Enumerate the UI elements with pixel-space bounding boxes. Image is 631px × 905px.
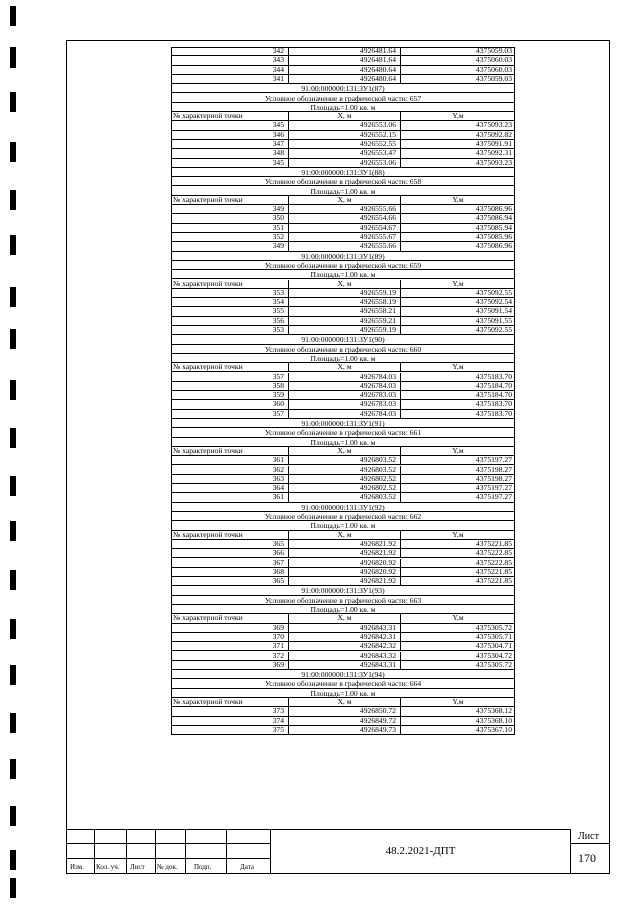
parcel-designation: Условное обозначение в графической части: 658 — [171, 177, 515, 186]
y-coordinate-cell: 4375086.94 — [400, 214, 515, 222]
y-coordinate-cell: Y,м — [400, 698, 515, 706]
x-coordinate-cell: 4926802.52 — [288, 475, 400, 483]
x-coordinate-cell: 4926553.47 — [288, 149, 400, 157]
binder-mark — [10, 619, 16, 639]
x-coordinate-cell: 4926554.66 — [288, 214, 400, 222]
table-row — [171, 289, 515, 298]
y-coordinate-cell: 4375304.72 — [400, 652, 515, 660]
point-number-cell: 344 — [272, 64, 284, 74]
point-number-cell: 365 — [272, 576, 284, 586]
y-coordinate-cell: 4375198.27 — [400, 466, 515, 474]
parcel-id: 91:00:000000:131:ЗУ1(89) — [171, 252, 515, 261]
sheet-number: 170 — [578, 851, 596, 865]
table-row — [171, 214, 515, 223]
table-row — [171, 475, 515, 484]
table-row — [171, 149, 515, 158]
point-number-cell: 343 — [272, 55, 284, 65]
parcel-designation: Условное обозначение в графической части: 660 — [171, 345, 515, 354]
table-row — [171, 233, 515, 242]
parcel-id: 91:00:000000:131:ЗУ1(93) — [171, 586, 515, 595]
table-row — [171, 373, 515, 382]
point-number-cell: 360 — [272, 399, 284, 409]
parcel-id: 91:00:000000:131:ЗУ1(90) — [171, 335, 515, 344]
x-coordinate-cell: 4926480.64 — [288, 66, 400, 74]
point-number-cell: 374 — [272, 715, 284, 725]
x-coordinate-cell: 4926849.72 — [288, 717, 400, 725]
x-coordinate-cell: 4926783.03 — [288, 391, 400, 399]
binder-mark — [10, 476, 16, 496]
y-coordinate-cell: 4375091.54 — [400, 307, 515, 315]
x-coordinate-cell: X, м — [288, 698, 400, 706]
table-header-row — [171, 447, 515, 456]
stamp-label-podp: Подп. — [194, 863, 212, 871]
binder-mark — [10, 759, 16, 779]
table-row — [171, 66, 515, 75]
point-number-cell: № характерной точки — [173, 278, 243, 288]
y-coordinate-cell: 4375091.91 — [400, 140, 515, 148]
point-number-cell: 371 — [272, 641, 284, 651]
point-number-cell: 372 — [272, 650, 284, 660]
point-number-cell: 367 — [272, 557, 284, 567]
x-coordinate-cell: X, м — [288, 531, 400, 539]
binder-mark — [10, 92, 16, 112]
parcel-area: Площадь=1.00 кв. м — [171, 438, 515, 447]
parcel-area: Площадь=1.00 кв. м — [171, 354, 515, 363]
y-coordinate-cell: 4375305.71 — [400, 633, 515, 641]
point-number-cell: 353 — [272, 325, 284, 334]
table-row — [171, 484, 515, 493]
parcel-id: 91:00:000000:131:ЗУ1(87) — [171, 84, 515, 93]
stamp-label-list: Лист — [130, 863, 145, 871]
x-coordinate-cell: X, м — [288, 196, 400, 204]
x-coordinate-cell: 4926820.92 — [288, 568, 400, 576]
table-row — [171, 661, 515, 670]
x-coordinate-cell: 4926784.03 — [288, 382, 400, 390]
point-number-cell: 370 — [272, 631, 284, 641]
x-coordinate-cell: 4926850.72 — [288, 707, 400, 715]
x-coordinate-cell: 4926559.21 — [288, 317, 400, 325]
y-coordinate-cell: Y,м — [400, 112, 515, 120]
point-number-cell: № характерной точки — [173, 362, 243, 372]
x-coordinate-cell: 4926555.66 — [288, 205, 400, 213]
y-coordinate-cell: 4375221.85 — [400, 540, 515, 548]
point-number-cell: 353 — [272, 287, 284, 297]
title-block — [66, 829, 610, 874]
table-row — [171, 382, 515, 391]
y-coordinate-cell: 4375092.31 — [400, 149, 515, 157]
table-row — [171, 652, 515, 661]
table-row — [171, 326, 515, 335]
point-number-cell: 345 — [272, 120, 284, 130]
point-number-cell: 355 — [272, 306, 284, 316]
point-number-cell: 354 — [272, 297, 284, 307]
table-row — [171, 549, 515, 558]
y-coordinate-cell: 4375092.54 — [400, 298, 515, 306]
point-number-cell: 369 — [272, 622, 284, 632]
point-number-cell: 363 — [272, 473, 284, 483]
x-coordinate-cell: 4926821.92 — [288, 540, 400, 548]
table-row — [171, 717, 515, 726]
table-row — [171, 726, 515, 735]
table-row — [171, 131, 515, 140]
y-coordinate-cell: 4375305.72 — [400, 624, 515, 632]
table-row — [171, 159, 515, 168]
y-coordinate-cell: 4375183.70 — [400, 400, 515, 408]
stamp-label-kol: Кол. уч. — [96, 863, 120, 871]
x-coordinate-cell: 4926783.03 — [288, 400, 400, 408]
stamp-label-data: Дата — [240, 863, 254, 871]
binder-mark — [10, 428, 16, 448]
table-header-row — [171, 280, 515, 289]
stamp-label-izm: Изм. — [70, 863, 84, 871]
point-number-cell: № характерной точки — [173, 445, 243, 455]
point-number-cell: 352 — [272, 232, 284, 241]
parcel-area: Площадь=1.00 кв. м — [171, 605, 515, 614]
x-coordinate-cell: 4926481.64 — [288, 47, 400, 55]
x-coordinate-cell: 4926849.73 — [288, 726, 400, 734]
table-row — [171, 205, 515, 214]
y-coordinate-cell: Y,м — [400, 447, 515, 455]
x-coordinate-cell: 4926802.52 — [288, 484, 400, 492]
table-row — [171, 642, 515, 651]
y-coordinate-cell: 4375086.96 — [400, 205, 515, 213]
parcel-id: 91:00:000000:131:ЗУ1(94) — [171, 670, 515, 679]
table-row — [171, 456, 515, 465]
x-coordinate-cell: X, м — [288, 112, 400, 120]
table-row — [171, 317, 515, 326]
table-header-row — [171, 698, 515, 707]
table-header-row — [171, 196, 515, 205]
y-coordinate-cell: 4375085.94 — [400, 224, 515, 232]
x-coordinate-cell: 4926803.52 — [288, 456, 400, 464]
x-coordinate-cell: X, м — [288, 363, 400, 371]
point-number-cell: 373 — [272, 706, 284, 716]
y-coordinate-cell: 4375368.12 — [400, 707, 515, 715]
point-number-cell: № характерной точки — [173, 529, 243, 539]
x-coordinate-cell: 4926803.52 — [288, 493, 400, 501]
y-coordinate-cell: 4375198.27 — [400, 475, 515, 483]
x-coordinate-cell: 4926559.19 — [288, 326, 400, 334]
binder-mark — [10, 142, 16, 162]
parcel-designation: Условное обозначение в графической части: 657 — [171, 94, 515, 103]
point-number-cell: 364 — [272, 483, 284, 493]
binder-mark — [10, 850, 16, 870]
x-coordinate-cell: X, м — [288, 447, 400, 455]
x-coordinate-cell: 4926821.92 — [288, 577, 400, 585]
table-row — [171, 410, 515, 419]
table-row — [171, 140, 515, 149]
x-coordinate-cell: 4926481.64 — [288, 56, 400, 64]
y-coordinate-cell: 4375197.27 — [400, 493, 515, 501]
stamp-label-ndoc: № док. — [157, 863, 178, 871]
x-coordinate-cell: 4926480.64 — [288, 75, 400, 83]
y-coordinate-cell: 4375184.70 — [400, 382, 515, 390]
table-header-row — [171, 614, 515, 623]
parcel-designation: Условное обозначение в графической части: 662 — [171, 512, 515, 521]
y-coordinate-cell: 4375060.03 — [400, 56, 515, 64]
binder-mark — [10, 6, 16, 26]
point-number-cell: 357 — [272, 408, 284, 418]
binder-mark — [10, 878, 16, 898]
y-coordinate-cell: Y,м — [400, 196, 515, 204]
x-coordinate-cell: 4926843.31 — [288, 624, 400, 632]
table-row — [171, 307, 515, 316]
point-number-cell: 361 — [272, 492, 284, 502]
table-row — [171, 633, 515, 642]
point-number-cell: 347 — [272, 139, 284, 148]
y-coordinate-cell: 4375197.27 — [400, 456, 515, 464]
x-coordinate-cell: 4926842.32 — [288, 642, 400, 650]
y-coordinate-cell: 4375093.23 — [400, 121, 515, 129]
parcel-area: Площадь=1.00 кв. м — [171, 103, 515, 112]
x-coordinate-cell: 4926842.31 — [288, 633, 400, 641]
y-coordinate-cell: 4375085.96 — [400, 233, 515, 241]
x-coordinate-cell: 4926552.15 — [288, 131, 400, 139]
document-number: 48.2.2021-ДПТ — [385, 845, 456, 857]
sheet-label: Лист — [578, 831, 599, 842]
y-coordinate-cell: 4375183.70 — [400, 373, 515, 381]
parcel-area: Площадь=1.00 кв. м — [171, 689, 515, 698]
parcel-designation: Условное обозначение в графической части: 659 — [171, 261, 515, 270]
binder-mark — [10, 570, 16, 590]
table-row — [171, 391, 515, 400]
x-coordinate-cell: 4926784.03 — [288, 373, 400, 381]
y-coordinate-cell: 4375092.55 — [400, 326, 515, 334]
y-coordinate-cell: 4375183.70 — [400, 410, 515, 418]
x-coordinate-cell: X, м — [288, 614, 400, 622]
x-coordinate-cell: 4926843.32 — [288, 652, 400, 660]
y-coordinate-cell: 4375221.85 — [400, 577, 515, 585]
table-row — [171, 493, 515, 502]
parcel-area: Площадь=1.00 кв. м — [171, 187, 515, 196]
point-number-cell: 342 — [272, 46, 284, 55]
x-coordinate-cell: 4926821.92 — [288, 549, 400, 557]
y-coordinate-cell: Y,м — [400, 363, 515, 371]
y-coordinate-cell: Y,м — [400, 280, 515, 288]
x-coordinate-cell: 4926559.19 — [288, 289, 400, 297]
parcel-id: 91:00:000000:131:ЗУ1(91) — [171, 419, 515, 428]
table-row — [171, 56, 515, 65]
parcel-area: Площадь=1.00 кв. м — [171, 270, 515, 279]
point-number-cell: 346 — [272, 129, 284, 139]
point-number-cell: 362 — [272, 464, 284, 474]
point-number-cell: 369 — [272, 659, 284, 669]
x-coordinate-cell: 4926555.67 — [288, 233, 400, 241]
table-row — [171, 75, 515, 84]
y-coordinate-cell: 4375222.85 — [400, 549, 515, 557]
point-number-cell: № характерной точки — [173, 194, 243, 204]
point-number-cell: 359 — [272, 390, 284, 400]
table-row — [171, 568, 515, 577]
point-number-cell: № характерной точки — [173, 697, 243, 706]
point-number-cell: 349 — [272, 241, 284, 251]
binder-mark — [10, 665, 16, 685]
binder-mark — [10, 287, 16, 307]
x-coordinate-cell: 4926553.06 — [288, 121, 400, 129]
point-number-cell: № характерной точки — [173, 111, 243, 121]
parcel-id: 91:00:000000:131:ЗУ1(92) — [171, 503, 515, 512]
table-row — [171, 624, 515, 633]
x-coordinate-cell: 4926784.03 — [288, 410, 400, 418]
y-coordinate-cell: 4375091.55 — [400, 317, 515, 325]
binder-mark — [10, 380, 16, 400]
y-coordinate-cell: 4375305.72 — [400, 661, 515, 669]
y-coordinate-cell: 4375086.96 — [400, 242, 515, 250]
y-coordinate-cell: 4375092.82 — [400, 131, 515, 139]
binder-mark — [10, 235, 16, 255]
x-coordinate-cell: X, м — [288, 280, 400, 288]
binder-mark — [10, 329, 16, 349]
table-row — [171, 707, 515, 716]
y-coordinate-cell: 4375221.85 — [400, 568, 515, 576]
table-row — [171, 47, 515, 56]
binder-mark — [10, 806, 16, 826]
table-header-row — [171, 531, 515, 540]
y-coordinate-cell: 4375368.10 — [400, 717, 515, 725]
y-coordinate-cell: 4375367.10 — [400, 726, 515, 734]
x-coordinate-cell: 4926843.31 — [288, 661, 400, 669]
table-header-row — [171, 112, 515, 121]
table-row — [171, 466, 515, 475]
table-row — [171, 559, 515, 568]
binder-mark — [10, 47, 16, 68]
y-coordinate-cell: 4375197.27 — [400, 484, 515, 492]
x-coordinate-cell: 4926558.21 — [288, 307, 400, 315]
y-coordinate-cell: 4375093.23 — [400, 159, 515, 167]
binder-mark — [10, 713, 16, 733]
y-coordinate-cell: Y,м — [400, 614, 515, 622]
parcel-id: 91:00:000000:131:ЗУ1(88) — [171, 168, 515, 177]
x-coordinate-cell: 4926555.66 — [288, 242, 400, 250]
point-number-cell: 345 — [272, 157, 284, 167]
table-row — [171, 121, 515, 130]
point-number-cell: 349 — [272, 204, 284, 214]
y-coordinate-cell: 4375059.03 — [400, 47, 515, 55]
x-coordinate-cell: 4926820.92 — [288, 559, 400, 567]
x-coordinate-cell: 4926554.67 — [288, 224, 400, 232]
x-coordinate-cell: 4926558.19 — [288, 298, 400, 306]
table-row — [171, 298, 515, 307]
point-number-cell: 341 — [272, 73, 284, 83]
point-number-cell: 368 — [272, 566, 284, 576]
point-number-cell: 375 — [272, 724, 284, 734]
table-row — [171, 224, 515, 233]
parcel-designation: Условное обозначение в графической части: 663 — [171, 596, 515, 605]
table-row — [171, 400, 515, 409]
parcel-area: Площадь=1.00 кв. м — [171, 521, 515, 530]
point-number-cell: 366 — [272, 548, 284, 558]
table-header-row — [171, 363, 515, 372]
x-coordinate-cell: 4926803.52 — [288, 466, 400, 474]
parcel-designation: Условное обозначение в графической части: 664 — [171, 679, 515, 688]
y-coordinate-cell: 4375060.03 — [400, 66, 515, 74]
parcel-designation: Условное обозначение в графической части: 661 — [171, 428, 515, 437]
y-coordinate-cell: 4375222.85 — [400, 559, 515, 567]
point-number-cell: 351 — [272, 222, 284, 232]
point-number-cell: 350 — [272, 213, 284, 223]
table-row — [171, 540, 515, 549]
point-number-cell: 365 — [272, 538, 284, 548]
point-number-cell: 356 — [272, 315, 284, 325]
y-coordinate-cell: Y,м — [400, 531, 515, 539]
y-coordinate-cell: 4375304.71 — [400, 642, 515, 650]
point-number-cell: 358 — [272, 380, 284, 390]
y-coordinate-cell: 4375184.70 — [400, 391, 515, 399]
table-row — [171, 242, 515, 251]
point-number-cell: № характерной точки — [173, 613, 243, 623]
table-row — [171, 577, 515, 586]
y-coordinate-cell: 4375059.03 — [400, 75, 515, 83]
binder-mark — [10, 190, 16, 210]
binder-mark — [10, 521, 16, 541]
point-number-cell: 357 — [272, 371, 284, 381]
x-coordinate-cell: 4926552.55 — [288, 140, 400, 148]
y-coordinate-cell: 4375092.55 — [400, 289, 515, 297]
x-coordinate-cell: 4926553.06 — [288, 159, 400, 167]
point-number-cell: 361 — [272, 455, 284, 465]
point-number-cell: 348 — [272, 148, 284, 158]
coordinates-table — [171, 47, 515, 735]
